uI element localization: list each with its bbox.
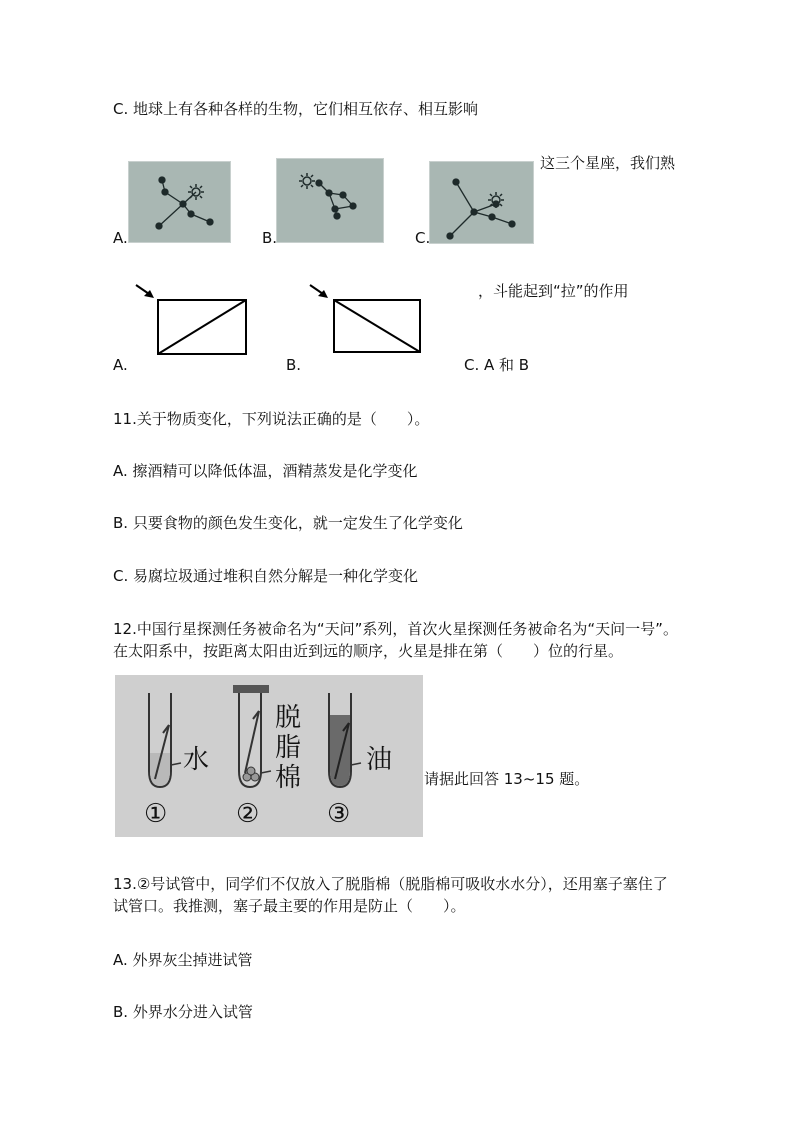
q10-stem-fragment: ，斗能起到“拉”的作用 bbox=[478, 282, 629, 300]
q9-option-b[interactable]: B. bbox=[262, 229, 278, 247]
q10-option-b[interactable]: B. bbox=[286, 356, 302, 374]
frame-diagram-b bbox=[306, 282, 424, 358]
tube-label-cotton-2: 脂 bbox=[275, 733, 302, 763]
q9-stem-fragment: 这三个星座，我们熟 bbox=[540, 154, 676, 172]
q11-stem: 11.关于物质变化，下列说法正确的是（ ）。 bbox=[113, 410, 430, 428]
constellation-photo-b bbox=[276, 158, 384, 243]
tube-number-1: ① bbox=[144, 799, 168, 829]
tube-label-cotton-1: 脱 bbox=[275, 703, 302, 733]
q10-option-a[interactable]: A. bbox=[113, 356, 128, 374]
q12-stem: 12.中国行星探测任务被命名为“天问”系列，首次火星探测任务被命名为“天问一号”。在太阳系中，按距离太阳由近到远的顺序，火星是排在第（ ）位的行星。 bbox=[113, 620, 678, 660]
q10-option-c[interactable]: C. A 和 B bbox=[464, 356, 530, 374]
option-c-prev: C. 地球上有各种各样的生物，它们相互依存、相互影响 bbox=[113, 100, 479, 118]
q11-option-b[interactable]: B. 只要食物的颜色发生变化，就一定发生了化学变化 bbox=[113, 514, 463, 532]
tube-label-water: 水 bbox=[183, 745, 210, 775]
q9-option-c[interactable]: C. bbox=[415, 229, 431, 247]
frame-diagram-a bbox=[130, 282, 250, 358]
q13-stem: 13.②号试管中，同学们不仅放入了脱脂棉（脱脂棉可吸收水水分），还用塞子塞住了试管口。我推测，塞子最主要的作用是防止（ ）。 bbox=[113, 875, 668, 915]
tube-number-3: ③ bbox=[327, 799, 351, 829]
q9-option-a[interactable]: A. bbox=[113, 229, 128, 247]
q13-option-b[interactable]: B. 外界水分进入试管 bbox=[113, 1003, 253, 1021]
q11-option-a[interactable]: A. 擦酒精可以降低体温，酒精蒸发是化学变化 bbox=[113, 462, 418, 480]
constellation-photo-c bbox=[429, 161, 534, 244]
q13-option-a[interactable]: A. 外界灰尘掉进试管 bbox=[113, 951, 253, 969]
tube-label-cotton-3: 棉 bbox=[275, 763, 302, 793]
q11-option-c[interactable]: C. 易腐垃圾通过堆积自然分解是一种化学变化 bbox=[113, 567, 419, 585]
constellation-photo-a bbox=[128, 161, 231, 243]
experiment-note: 请据此回答 13~15 题。 bbox=[424, 770, 590, 788]
tube-number-2: ② bbox=[236, 799, 260, 829]
tube-label-oil: 油 bbox=[366, 745, 393, 775]
